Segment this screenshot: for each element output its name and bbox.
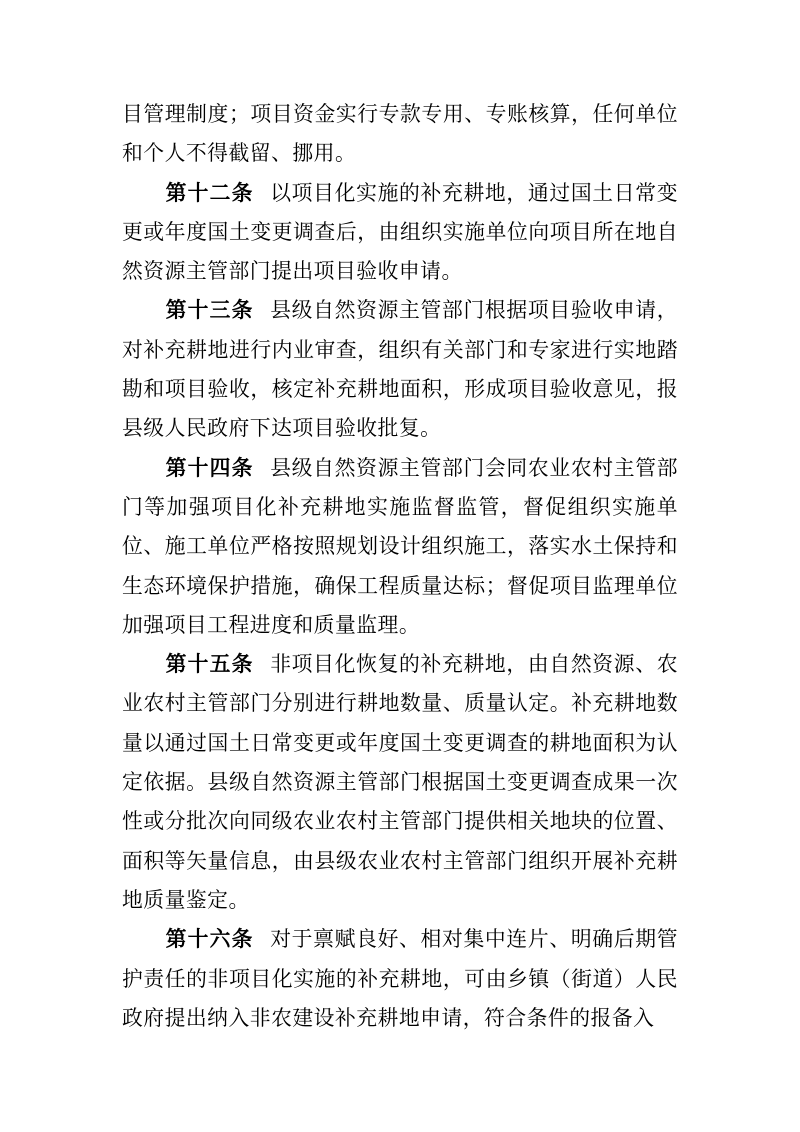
paragraph-continuation bbox=[122, 95, 678, 174]
article-15-paragraph bbox=[122, 645, 678, 920]
paragraph-text: 目管理制度；项目资金实行专款专用、专账核算，任何单位和个人不得截留、挪用。 bbox=[122, 102, 678, 166]
article-number: 第十四条 bbox=[165, 455, 254, 480]
article-number: 第十五条 bbox=[165, 652, 254, 677]
article-16-paragraph bbox=[122, 920, 678, 1038]
paragraph-text: 对于禀赋良好、相对集中连片、明确后期管护责任的非项目化实施的补充耕地，可由乡镇（街道）人民政府提出纳入非农建设补充耕地申请，符合条件的报备入 bbox=[122, 927, 679, 1030]
document-page bbox=[122, 95, 678, 1038]
paragraph-text: 以项目化实施的补充耕地，通过国土日常变更或年度国土变更调查后，由组织实施单位向项目所在地自然资源主管部门提出项目验收申请。 bbox=[122, 180, 679, 284]
paragraph-text: 县级自然资源主管部门会同农业农村主管部门等加强项目化补充耕地实施监督监管，督促组织实施单位、施工单位严格按照规划设计组织施工，落实水土保持和生态环境保护措施，确保工程质量达标；督促项目监理单位加强项目工程进度和质量监理。 bbox=[122, 455, 679, 637]
article-number: 第十二条 bbox=[165, 180, 254, 205]
article-number: 第十三条 bbox=[165, 298, 254, 323]
article-12-paragraph bbox=[122, 174, 678, 292]
article-14-paragraph bbox=[122, 449, 678, 645]
article-number: 第十六条 bbox=[165, 927, 254, 952]
paragraph-text: 非项目化恢复的补充耕地，由自然资源、农业农村主管部门分别进行耕地数量、质量认定。补充耕地数量以通过国土日常变更或年度国土变更调查的耕地面积为认定依据。县级自然资源主管部门根据国土变更调查成果一次性或分批次向同级农业农村主管部门提供相关地块的位置、面积等矢量信息，由县级农业农村主管部门组织开展补充耕地质量鉴定。 bbox=[122, 652, 679, 912]
article-13-paragraph bbox=[122, 291, 678, 448]
paragraph-text: 县级自然资源主管部门根据项目验收申请，对补充耕地进行内业审查，组织有关部门和专家进行实地踏勘和项目验收，核定补充耕地面积，形成项目验收意见，报县级人民政府下达项目验收批复。 bbox=[122, 298, 679, 441]
